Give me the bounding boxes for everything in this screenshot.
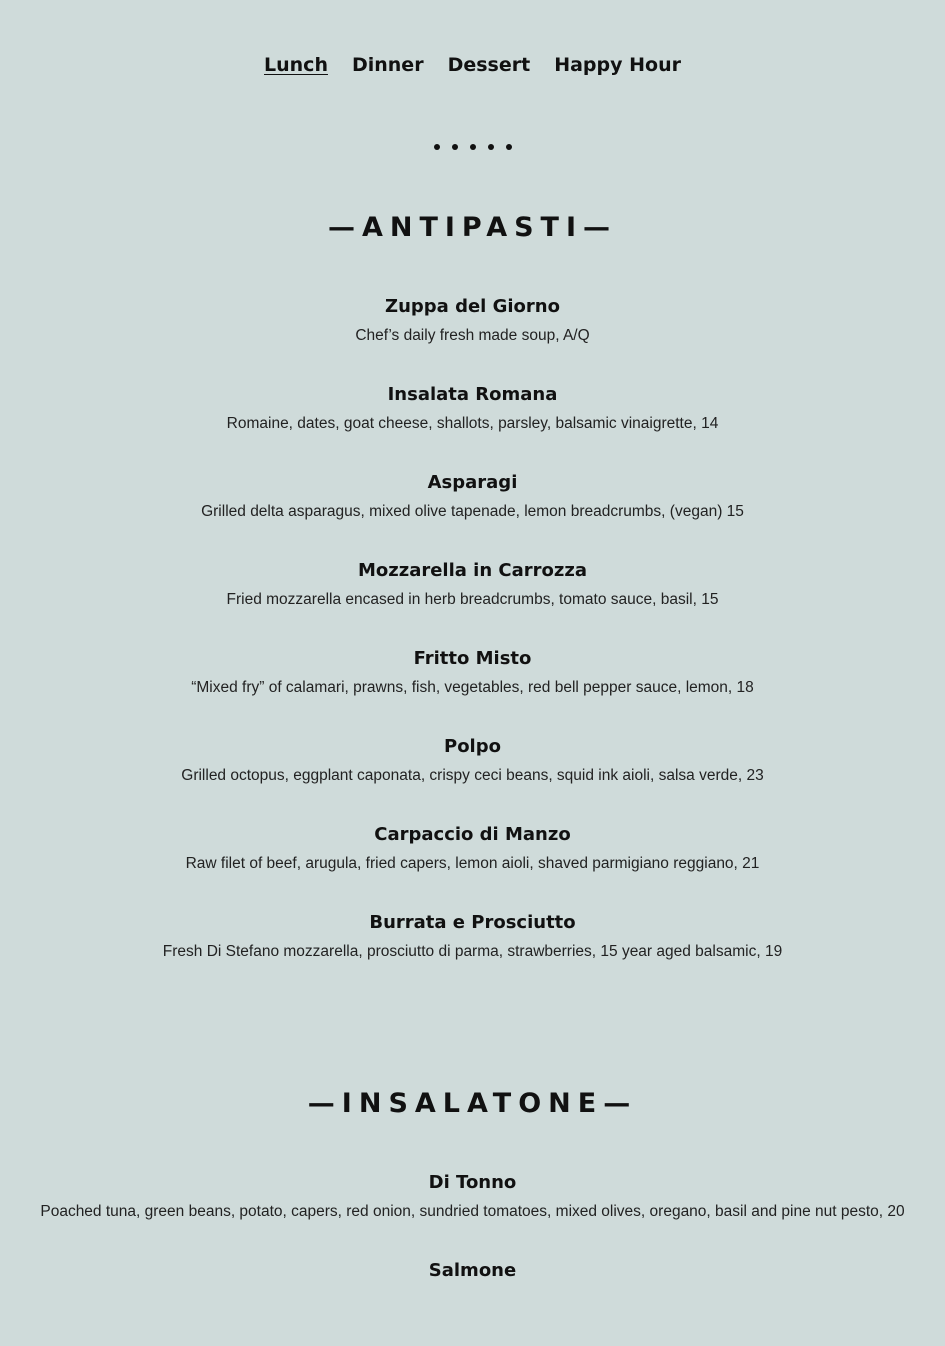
- menu-item-description: Fresh Di Stefano mozzarella, prosciutto di parma, strawberries, 15 year aged balsamic, 19: [162, 943, 783, 960]
- menu-item: [0, 558, 945, 646]
- menu-item-description: Grilled delta asparagus, mixed olive tapenade, lemon breadcrumbs, (vegan) 15: [201, 503, 744, 520]
- menu-item: [0, 470, 945, 558]
- menu-item-description: Fried mozzarella encased in herb breadcrumbs, tomato sauce, basil, 15: [226, 591, 719, 608]
- dot-4: [488, 144, 494, 150]
- dot-divider: [0, 144, 945, 150]
- menu-item: [0, 294, 945, 382]
- dot-1: [434, 144, 440, 150]
- menu-tabs: [0, 52, 945, 78]
- menu-item: [0, 822, 945, 910]
- menu-item: [0, 382, 945, 470]
- menu-item-description: Grilled octopus, eggplant caponata, crispy ceci beans, squid ink aioli, salsa verde, 23: [181, 767, 764, 784]
- tab-dessert[interactable]: Dessert: [447, 54, 531, 76]
- section-title-insalatone: —INSALATONE—: [307, 1088, 638, 1119]
- menu-item-description: Chef’s daily fresh made soup, A/Q: [355, 327, 590, 344]
- menu-item-name: Carpaccio di Manzo: [374, 824, 571, 845]
- menu-item-name: Di Tonno: [428, 1172, 517, 1193]
- menu-item: [0, 910, 945, 998]
- antipasti-list: [0, 294, 945, 998]
- menu-item-name: Polpo: [444, 736, 501, 757]
- tab-lunch[interactable]: Lunch: [264, 54, 328, 76]
- tab-happy-hour[interactable]: Happy Hour: [554, 54, 681, 76]
- menu-item-description: “Mixed fry” of calamari, prawns, fish, vegetables, red bell pepper sauce, lemon, 18: [191, 679, 754, 696]
- insalatone-list: [0, 1170, 945, 1346]
- dot-2: [452, 144, 458, 150]
- menu-item: [0, 646, 945, 734]
- menu-item: [0, 1170, 945, 1258]
- menu-item-name: Salmone: [428, 1260, 517, 1281]
- menu-item: [0, 1258, 945, 1346]
- dot-5: [506, 144, 512, 150]
- menu-item-name: Asparagi: [427, 472, 518, 493]
- menu-item-name: Burrata e Prosciutto: [369, 912, 576, 933]
- dot-3: [470, 144, 476, 150]
- tab-dinner[interactable]: Dinner: [351, 54, 424, 76]
- menu-item-description: Raw filet of beef, arugula, fried capers, lemon aioli, shaved parmigiano reggiano, 21: [185, 855, 760, 872]
- menu-item-name: Mozzarella in Carrozza: [357, 560, 588, 581]
- menu-item-name: Insalata Romana: [387, 384, 558, 405]
- section-title-antipasti: —ANTIPASTI—: [327, 212, 618, 243]
- menu-item-description: Romaine, dates, goat cheese, shallots, parsley, balsamic vinaigrette, 14: [226, 415, 719, 432]
- menu-item-name: Zuppa del Giorno: [385, 296, 560, 317]
- menu-item: [0, 734, 945, 822]
- menu-item-description: Poached tuna, green beans, potato, capers, red onion, sundried tomatoes, mixed olives, oregano, basil and pine nut pesto, 20: [40, 1203, 905, 1220]
- menu-item-name: Fritto Misto: [413, 648, 532, 669]
